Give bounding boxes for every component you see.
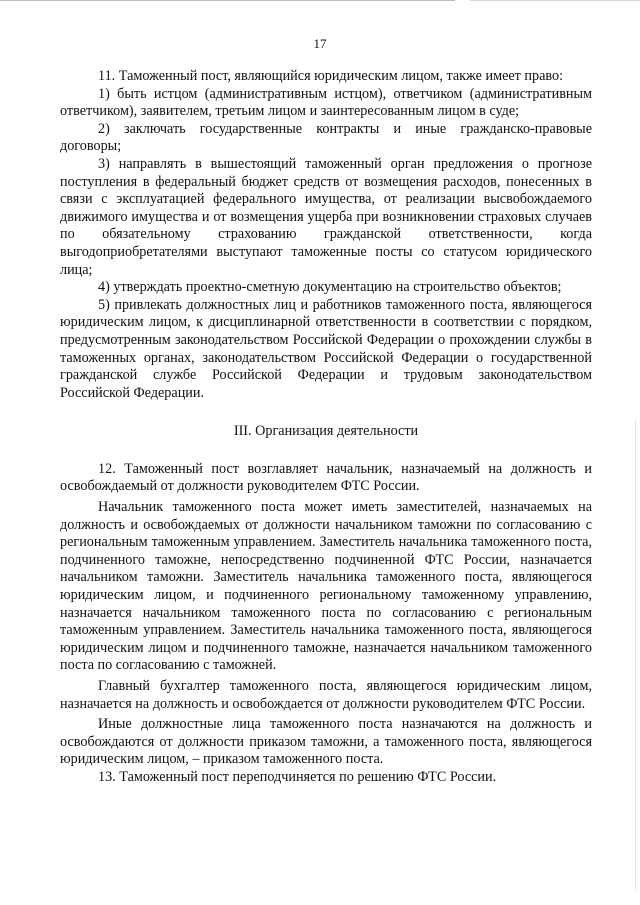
list-item-1: 1) быть истцом (административным истцом), ответчиком (административным ответчиком), заявителем, третьим лицом и заинтересованным лицом в суде;	[60, 85, 592, 120]
paragraph-12: 12. Таможенный пост возглавляет начальник, назначаемый на должность и освобождаемый от должности руководителем ФТС России.	[60, 460, 592, 495]
section-heading: III. Организация деятельности	[233, 423, 419, 440]
top-edge-line-right	[470, 0, 640, 1]
top-edge-line	[0, 0, 455, 1]
page-number: 17	[313, 36, 327, 51]
paragraph-other-officials: Иные должностные лица таможенного поста назначаются на должность и освобождаются от должности приказом таможни, а таможенного поста, являющегося юридическим лицом, – приказом таможенного поста.	[60, 716, 592, 768]
paragraph-chief-accountant: Главный бухгалтер таможенного поста, являющегося юридическим лицом, назначается на должность и освобождается от должности руководителем ФТС России.	[60, 678, 592, 712]
list-item-2: 2) заключать государственные контракты и иные гражданско-правовые договоры;	[60, 120, 592, 155]
list-item-5: 5) привлекать должностных лиц и работников таможенного поста, являющегося юридическим лицом, к дисциплинарной ответственности в соответствии с порядком, предусмотренным законодательством Российской Федерации о прохождении службы в таможенных органах, законодательством Российской Федерации о государственной гражданской службе Российской Федерации и трудовым законодательством Российской Федерации.	[60, 296, 592, 401]
right-edge-line	[635, 420, 636, 890]
list-item-4: 4) утверждать проектно-сметную документацию на строительство объектов;	[98, 279, 562, 296]
paragraph-deputies: Начальник таможенного поста может иметь заместителей, назначаемых на должность и освобождаемых от должности начальником таможни по согласованию с региональным таможенным управлением. Заместитель начальника таможенного поста, подчиненного таможне, непосредственно подчиненной ФТС России, назначается начальником таможни. Заместитель начальника таможенного поста, являющегося юридическим лицом, и подчиненного региональному таможенному управлению, назначается начальником таможенного поста по согласованию с региональным таможенным управлением. Заместитель начальника таможенного поста, являющегося юридическим лицом и подчиненного таможне, назначается начальником таможенного поста по согласованию с таможней.	[60, 499, 592, 674]
list-item-3: 3) направлять в вышестоящий таможенный орган предложения о прогнозе поступления в федеральный бюджет средств от возмещения расходов, понесенных в связи с эксплуатацией федерального имущества, от реализации высвобождаемого движимого имущества и от возмещения ущерба при возникновении страховых случаев по обязательному страхованию гражданской ответственности, когда выгодоприобретателями выступают таможенные посты со статусом юридического лица;	[60, 155, 592, 278]
document-body	[60, 68, 592, 787]
paragraph-11: 11. Таможенный пост, являющийся юридическим лицом, также имеет право:	[98, 68, 564, 84]
paragraph-13: 13. Таможенный пост переподчиняется по решению ФТС России.	[98, 768, 497, 785]
